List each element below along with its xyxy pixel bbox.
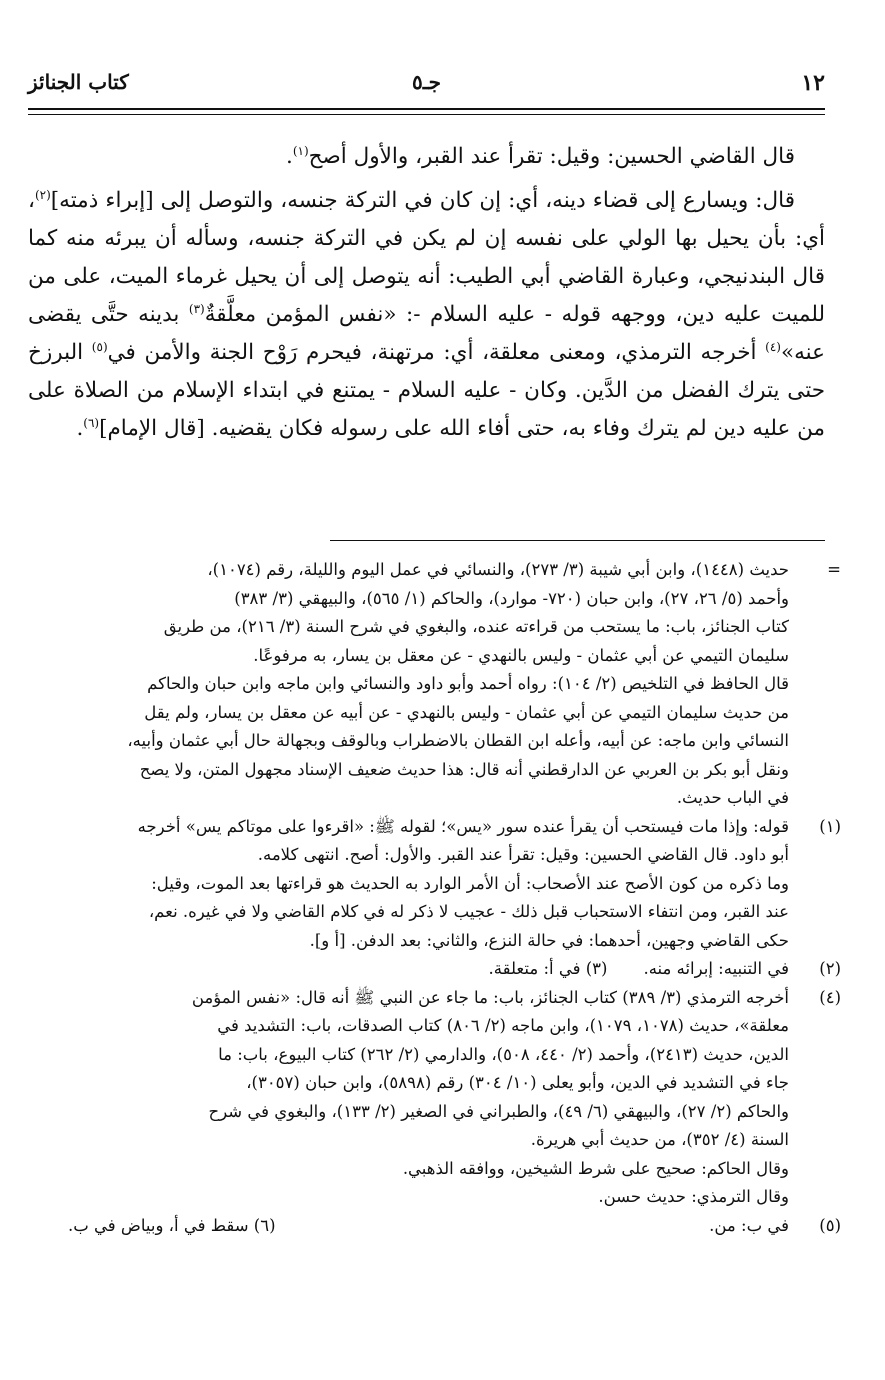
running-header <box>28 70 825 104</box>
paragraph-1 <box>28 138 825 176</box>
footnote-line: حكى القاضي وجهين، أحدهما: في حالة النزع، والثاني: بعد الدفن. [أ و]. <box>309 930 789 950</box>
footnote-2-number: (٢) <box>819 959 841 978</box>
footnote-3-number: (٣) <box>585 959 608 978</box>
footnote-5-text: في ب: من. <box>709 1215 789 1235</box>
footnotes <box>28 556 841 1240</box>
footnote-line: وما ذكره من كون الأصح عند الأصحاب: أن الأمر الوارد به الحديث هو قراءتها بعد الموت، وقيل: <box>151 873 789 893</box>
continuation-body <box>28 556 789 813</box>
footnote-2-3-row <box>28 955 841 984</box>
footnote-line: في الباب حديث. <box>676 788 789 807</box>
footnote-ref-6[interactable]: (٦) <box>83 415 100 430</box>
page-number: ١٢ <box>801 70 825 96</box>
header-rule-thin <box>28 114 825 115</box>
footnote-line: وقال الترمذي: حديث حسن. <box>598 1187 789 1206</box>
footnote-1-number: (١) <box>819 816 841 836</box>
footnote-line: وأحمد (٥/ ٢٦، ٢٧)، وابن حبان (٧٢٠- موارد)، والحاكم (١/ ٥٦٥)، والبيهقي (٣/ ٣٨٣) <box>234 588 789 608</box>
footnote-line: جاء في التشديد في الدين، وأبو يعلى (١٠/ ٣٠٤) رقم (٥٨٩٨)، وابن حبان (٣٠٥٧)، <box>246 1073 789 1092</box>
main-text <box>28 138 825 448</box>
paragraph-2-text-b: ، أي: بأن يحيل بها الولي على نفسه إن لم يكن في التركة جنسه، وسأله أن يبرئه منه كما قال البندنيجي، وعبارة القاضي أبي الطيب: أنه يتوصل إلى أن يحيل غرماء الميت، على من للميت عليه دين، ووجهه قوله - عليه السلام -: «نفس المؤمن معلَّقةٌ <box>28 188 825 327</box>
footnote-2-text: في التنبيه: إبرائه منه. <box>643 959 789 978</box>
header-rule-thick <box>28 108 825 110</box>
footnote-ref-2[interactable]: (٢) <box>34 187 51 202</box>
footnote-line: الدين، حديث (٢٤١٣)، وأحمد (٢/ ٤٤٠، ٥٠٨)، والدارمي (٢/ ٢٦٢) كتاب البيوع، باب: ما <box>218 1044 789 1064</box>
footnote-ref-5[interactable]: (٥) <box>91 339 108 354</box>
footnote-1-body <box>28 813 789 956</box>
footnote-2-3-body <box>28 955 789 984</box>
footnote-6 <box>68 1212 276 1241</box>
footnote-line: وقال الحاكم: صحيح على شرط الشيخين، ووافقه الذهبي. <box>402 1158 789 1178</box>
paragraph-1-end: . <box>286 144 293 169</box>
footnote-line: كتاب الجنائز، باب: ما يستحب من قراءته عنده، والبغوي في شرح السنة (٣/ ٢١٦)، من طريق <box>163 617 789 636</box>
footnote-6-number: (٦) <box>253 1215 276 1235</box>
footnote-line: حديث (١٤٤٨)، وابن أبي شيبة (٣/ ٢٧٣)، والنسائي في عمل اليوم والليلة، رقم (١٠٧٤)، <box>207 560 789 579</box>
footnote-line: والحاكم (٢/ ٢٧)، والبيهقي (٦/ ٤٩)، والطبراني في الصغير (٢/ ١٣٣)، والبغوي في شرح <box>208 1101 789 1121</box>
footnote-5-6-row <box>28 1212 841 1241</box>
footnote-4-body <box>28 984 789 1212</box>
paragraph-2-text-e: البرزخ حتى يترك الفضل من الدَّين. وكان - عليه السلام - يمتنع في ابتداء الإسلام من الصلاة على من عليه دين لم يترك وفاء به، حتى أفاء الله على رسوله فكان يقضيه. [قال الإمام] <box>28 340 825 441</box>
footnote-5-number: (٥) <box>819 1215 841 1235</box>
footnote-1 <box>28 813 841 956</box>
footnote-line: قال الحافظ في التلخيص (٢/ ١٠٤): رواه أحمد وأبو داود والنسائي وابن ماجه وابن حبان والحاكم <box>147 674 789 693</box>
footnote-line: قوله: وإذا مات فيستحب أن يقرأ عنده سور «يس»؛ لقوله ﷺ: «اقرءوا على موتاكم يس» أخرجه <box>137 816 789 836</box>
footnote-line: أخرجه الترمذي (٣/ ٣٨٩) كتاب الجنائز، باب: ما جاء عن النبي ﷺ أنه قال: «نفس المؤمن <box>191 987 789 1007</box>
footnote-ref-4[interactable]: (٤) <box>765 339 781 354</box>
footnote-4 <box>28 984 841 1212</box>
paragraph-1-text: قال القاضي الحسين: وقيل: تقرأ عند القبر، والأول أصح <box>308 144 795 169</box>
footnote-line: من حديث سليمان التيمي عن أبي عثمان - وليس بالنهدي - عن أبيه عن معقل بن يسار، ولم يقل <box>144 702 789 722</box>
continuation-mark: = <box>827 560 841 579</box>
footnote-3-text: في أ: متعلقة. <box>488 959 581 978</box>
footnote-4-number: (٤) <box>819 987 841 1007</box>
paragraph-2-text-c: بدينه حتَّى يقضى عنه» <box>28 302 825 365</box>
footnote-line: عند القبر، ومن انتفاء الاستحباب قبل ذلك - عجيب لا ذكر له في كلام القاضي ولا في غيره. نعم، <box>148 902 789 921</box>
footnote-line: أبو داود. قال القاضي الحسين: وقيل: تقرأ عند القبر. والأول: أصح. انتهى كلامه. <box>257 845 789 864</box>
book-title: كتاب الجنائز <box>28 70 129 94</box>
paragraph-2-text-d: أخرجه الترمذي، ومعنى معلقة، أي: مرتهنة، فيحرم رَوْح الجنة والأمن في <box>107 340 766 365</box>
paragraph-2-text-a: قال: ويسارع إلى قضاء دينه، أي: إن كان في التركة جنسه، والتوصل إلى [إبراء ذمته] <box>50 188 795 213</box>
paragraph-2 <box>28 182 825 448</box>
footnote-line: سليمان التيمي عن أبي عثمان - وليس بالنهدي - عن معقل بن يسار، به مرفوعًا. <box>253 645 789 665</box>
footnote-continuation <box>28 556 841 813</box>
footnote-line: السنة (٤/ ٣٥٢)، من حديث أبي هريرة. <box>530 1130 789 1149</box>
footnote-ref-3[interactable]: (٣) <box>188 301 205 316</box>
footnote-line: ونقل أبو بكر بن العربي عن الدارقطني أنه قال: هذا حديث ضعيف الإسناد مجهول المتن، ولا يصح <box>139 759 789 779</box>
paragraph-2-end: . <box>76 416 84 441</box>
footnote-ref-1[interactable]: (١) <box>292 143 309 158</box>
footnote-line: معلقة»، حديث (١٠٧٨، ١٠٧٩)، وابن ماجه (٢/ ٨٠٦) كتاب الصدقات، باب: التشديد في <box>217 1016 789 1035</box>
footnote-5-6-body <box>28 1212 789 1241</box>
footnote-3 <box>489 955 608 984</box>
volume-label: جـ٥ <box>412 70 441 94</box>
footnote-6-text: سقط في أ، وبياض في ب. <box>68 1215 249 1235</box>
footnote-line: النسائي وابن ماجه: عن أبيه، وأعله ابن القطان بالاضطراب وبالوقف وبجهالة حال أبي عثمان وأبيه، <box>127 731 789 750</box>
footnote-separator <box>330 540 825 541</box>
